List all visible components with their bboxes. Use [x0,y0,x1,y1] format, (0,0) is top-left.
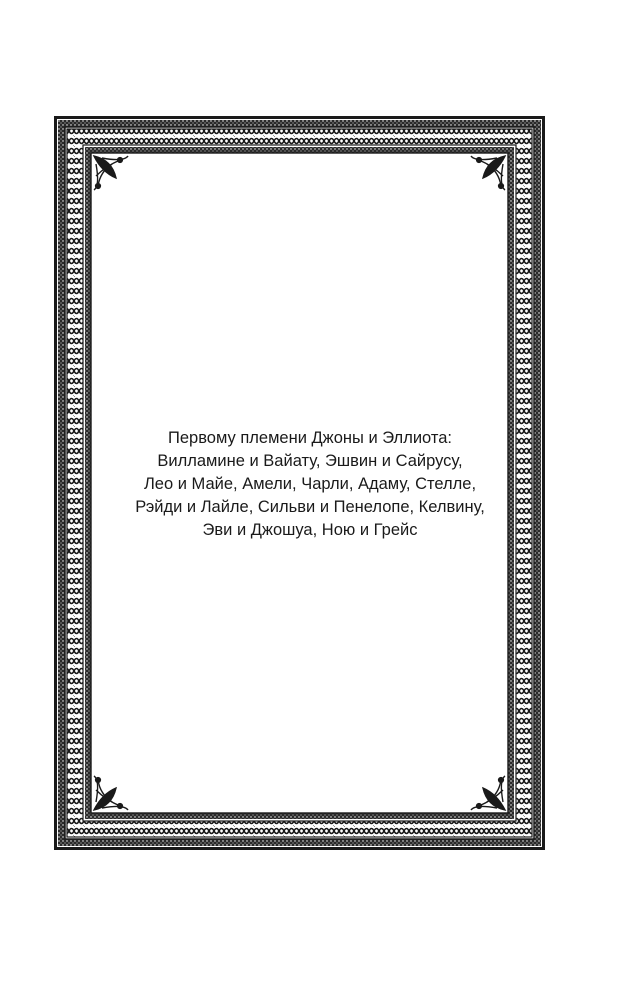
dedication-line-2: Вилламине и Вайату, Эшвин и Сайрусу, [157,452,463,470]
dedication-line-1: Первому племени Джоны и Эллиота: [168,429,452,447]
dedication-line-3: Лео и Майе, Амели, Чарли, Адаму, Стелле, [143,475,477,493]
dedication-line-5: Эви и Джошуа, Ною и Грейс [202,521,418,539]
dedication-line-4: Рэйди и Лайле, Сильви и Пенелопе, Келвину, [135,498,485,516]
dedication-text [95,427,525,542]
